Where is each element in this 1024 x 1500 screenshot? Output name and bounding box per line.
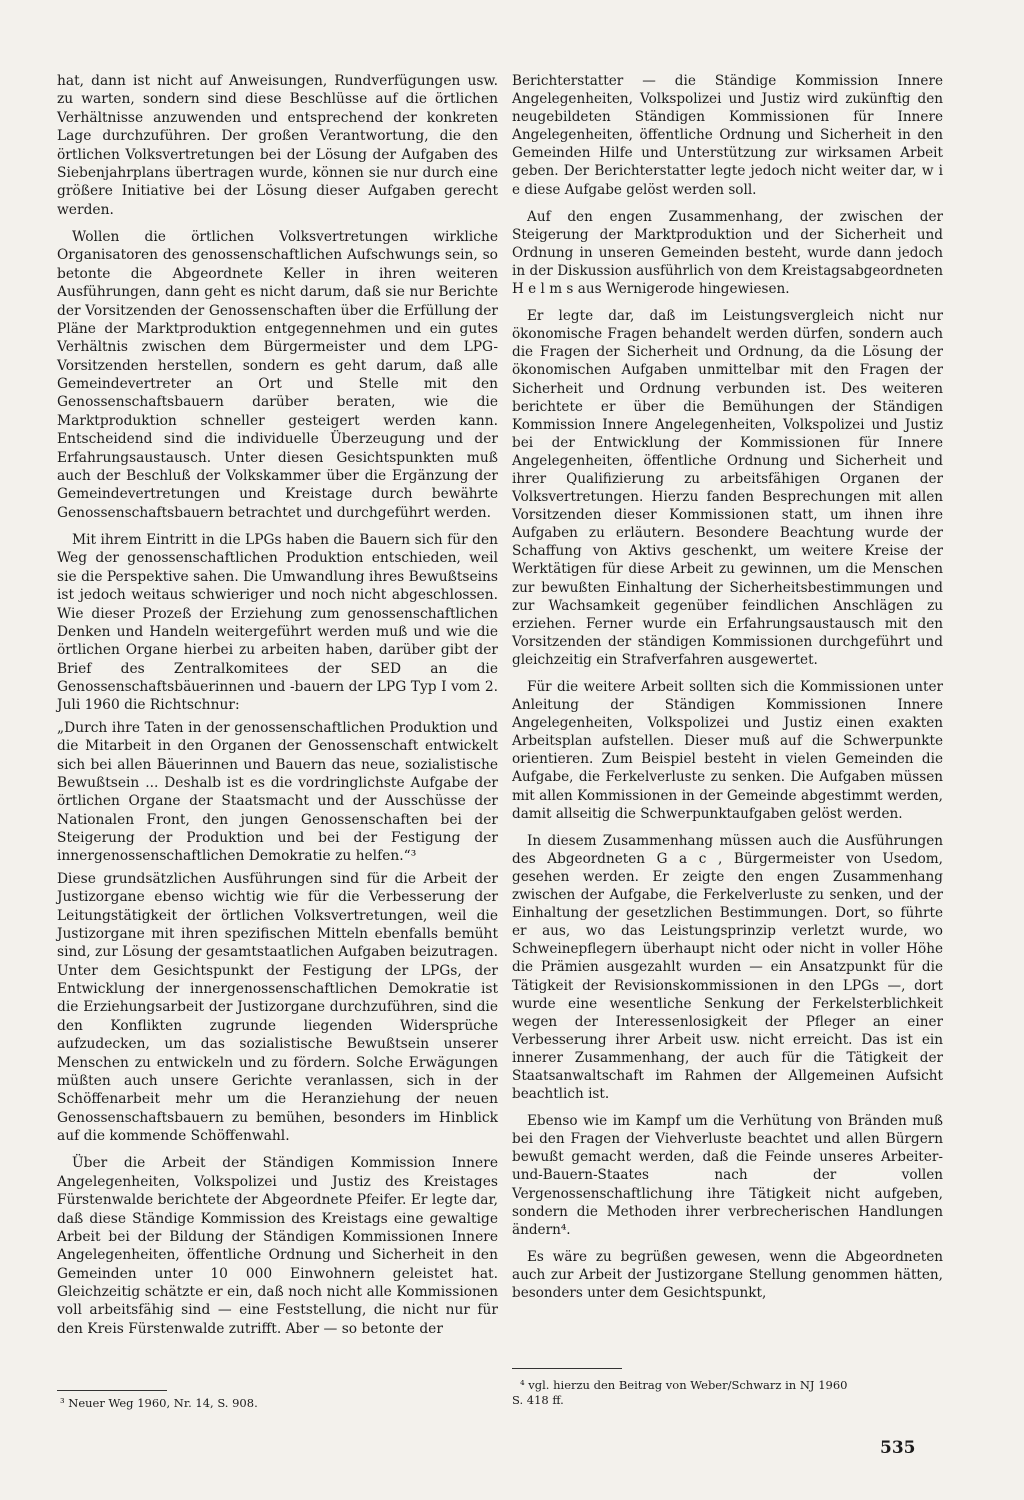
paragraph: In diesem Zusammenhang müssen auch die Ausführungen des Abgeordneten G a c , Bürgermeister von Usedom, gesehen werden. Er zeigte den engen Zusammenhang zwischen der Aufgabe, die Ferkelverluste zu senken, und der Einhaltung der gesetzlichen Bestimmungen. Dort, so führte er aus, wo das Leistungsprinzip verletzt wurde, wo Schweinepflegern überhaupt nicht oder nicht in voller Höhe die Prämien ausgezahlt wurden — ein Ansatzpunkt für die Tätigkeit der Revisionskommissionen in den LPGs —, dort wurde eine wesentliche Senkung der Ferkelsterblichkeit wegen der Interessenlosigkeit der Pfleger an einer Verbesserung ihrer Arbeit usw. nicht erreicht. Das ist ein innerer Zusammenhang, der auch für die Tätigkeit der Staatsanwaltschaft im Rahmen der Allgemeinen Aufsicht beachtlich ist.	[512, 832, 943, 1103]
paragraph: Über die Arbeit der Ständigen Kommission Innere Angelegenheiten, Volkspolizei und Justiz des Kreistages Fürstenwalde berichtete der Abgeordnete Pfeifer. Er legte dar, daß diese Ständige Kommission des Kreistags eine gewaltige Arbeit bei der Bildung der Ständigen Kommissionen Innere Angelegenheiten, öffentliche Ordnung und Sicherheit in den Gemeinden unter 10 000 Einwohnern geleistet hat. Gleichzeitig schätzte er ein, daß noch nicht alle Kommissionen voll arbeitsfähig sind — eine Feststellung, die nicht nur für den Kreis Fürstenwalde zutrifft. Aber — so betonte der	[57, 1155, 498, 1337]
right-column	[512, 72, 943, 1302]
paragraph: Für die weitere Arbeit sollten sich die Kommissionen unter Anleitung der Ständigen Kommissionen Innere Angelegenheiten, Volkspolizei und Justiz einen exakten Arbeitsplan aufstellen. Dieser muß auf die Schwerpunkte orientieren. Zum Beispiel besteht in vielen Gemeinden die Aufgabe, die Ferkelverluste zu senken. Die Aufgaben müssen mit allen Kommissionen in der Gemeinde abgestimmt werden, damit allseitig die Schwerpunktaufgaben gelöst werden.	[512, 679, 943, 822]
paragraph: Es wäre zu begrüßen gewesen, wenn die Abgeordneten auch zur Arbeit der Justizorgane Stellung genommen hätten, besonders unter dem Gesichtspunkt,	[512, 1248, 943, 1301]
footnote-4: ⁴ vgl. hierzu den Beitrag von Weber/Schwarz in NJ 1960	[520, 1378, 848, 1392]
page-number: 535	[880, 1438, 916, 1458]
paragraph: Diese grundsätzlichen Ausführungen sind für die Arbeit der Justizorgane ebenso wichtig wie für die Verbesserung der Leitungstätigkeit der örtlichen Volksvertretungen, weil die Justizorgane mit ihren spezifischen Mitteln ebenfalls bemüht sind, zur Lösung der gesamtstaatlichen Aufgaben beizutragen. Unter dem Gesichtspunkt der Festigung der LPGs, der Entwicklung der innergenossenschaftlichen Demokratie ist die Erziehungsarbeit der Justizorgane durchzuführen, sind die den Konflikten zugrunde liegenden Widersprüche aufzudecken, um das sozialistische Bewußtsein unserer Menschen zu entwickeln und zu fördern. Solche Erwägungen müßten auch unsere Gerichte veranlassen, sich in der Schöffenarbeit mehr um die Heranziehung der neuen Genossenschaftsbauern zu bemühen, besonders im Hinblick auf die kommende Schöffenwahl.	[57, 870, 498, 1144]
paragraph: hat, dann ist nicht auf Anweisungen, Rundverfügungen usw. zu warten, sondern sind diese Beschlüsse auf die örtlichen Verhältnisse anzuwenden und entsprechend der konkreten Lage durchzuführen. Der großen Verantwortung, die den örtlichen Volksvertretungen bei der Lösung der Aufgaben des Siebenjahrplans übertragen wurde, können sie nur durch eine größere Initiative bei der Lösung dieser Aufgaben gerecht werden.	[57, 73, 498, 218]
footnote-rule-left	[57, 1390, 167, 1391]
paragraph: Ebenso wie im Kampf um die Verhütung von Bränden muß bei den Fragen der Viehverluste beachtet und allen Bürgern bewußt gemacht werden, daß die Feinde unseres Arbeiter-und-Bauern-Staates nach der vollen Vergenossenschaftlichung ihre Tätigkeit nicht aufgeben, sondern die Methoden ihrer verbrecherischen Handlungen ändern⁴.	[512, 1113, 943, 1238]
footnote-4-continued: S. 418 ff.	[512, 1393, 564, 1407]
paragraph: Auf den engen Zusammenhang, der zwischen der Steigerung der Marktproduktion und der Sicherheit und Ordnung in unseren Gemeinden besteht, wurde dann jedoch in der Diskussion ausführlich von dem Kreistagsabgeordneten H e l m s aus Wernigerode hingewiesen.	[512, 208, 943, 298]
footnote-3: ³ Neuer Weg 1960, Nr. 14, S. 908.	[60, 1396, 258, 1410]
left-column	[57, 72, 498, 1338]
paragraph: Mit ihrem Eintritt in die LPGs haben die Bauern sich für den Weg der genossenschaftlichen Produktion entschieden, weil sie die Perspektive sahen. Die Umwandlung ihres Bewußtseins ist jedoch weitaus schwieriger und noch nicht abgeschlossen. Wie dieser Prozeß der Erziehung zum genossenschaftlichen Denken und Handeln weitergeführt werden muß und wie die örtlichen Organe hierbei zu arbeiten haben, darüber gibt der Brief des Zentralkomitees der SED an die Genossenschaftsbäuerinnen und -bauern der LPG Typ I vom 2. Juli 1960 die Richtschnur:	[57, 532, 498, 714]
paragraph: Wollen die örtlichen Volksvertretungen wirkliche Organisatoren des genossenschaftlichen Aufschwungs sein, so betonte die Abgeordnete Keller in ihren weiteren Ausführungen, dann geht es nicht darum, daß sie nur Berichte der Vorsitzenden der Genossenschaften über die Erfüllung der Pläne der Marktproduktion entgegennehmen und ein gutes Verhältnis zwischen dem Bürgermeister und dem LPG-Vorsitzenden herstellen, sondern es geht darum, daß alle Gemeindevertreter an Ort und Stelle mit den Genossenschaftsbauern darüber beraten, wie die Marktproduktion schneller gesteigert werden kann. Entscheidend sind die individuelle Überzeugung und der Erfahrungsaustausch. Unter diesen Gesichtspunkten muß auch der Beschluß der Volkskammer über die Ergänzung der Gemeindevertretungen und Kreistage durch bewährte Genossenschaftsbauern betrachtet und durchgeführt werden.	[57, 229, 498, 521]
footnote-rule-right	[512, 1368, 622, 1369]
paragraph: Berichterstatter — die Ständige Kommission Innere Angelegenheiten, Volkspolizei und Justiz wird zukünftig den neugebildeten Ständigen Kommissionen für Innere Angelegenheiten, öffentliche Ordnung und Sicherheit in den Gemeinden Hilfe und Unterstützung zur wirksamen Arbeit geben. Der Berichterstatter legte jedoch nicht weiter dar, w i e diese Aufgabe gelöst werden soll.	[512, 73, 943, 198]
paragraph: Er legte dar, daß im Leistungsvergleich nicht nur ökonomische Fragen behandelt werden dürfen, sondern auch die Fragen der Sicherheit und Ordnung, da die Lösung der ökonomischen Aufgaben unmittelbar mit den Fragen der Sicherheit und Ordnung verbunden ist. Des weiteren berichtete er über die Bemühungen der Ständigen Kommission Innere Angelegenheiten, Volkspolizei und Justiz bei der Entwicklung der Kommissionen für Innere Angelegenheiten, öffentliche Ordnung und Sicherheit und ihrer Qualifizierung zu arbeitsfähigen Organen der Volksvertretungen. Hierzu fanden Besprechungen mit allen Vorsitzenden dieser Kommissionen statt, um ihnen ihre Aufgaben zu erläutern. Besondere Beachtung wurde der Schaffung von Aktivs geschenkt, um weitere Kreise der Werktätigen für diese Arbeit zu gewinnen, um die Menschen zur bewußten Einhaltung der Sicherheitsbestimmungen und zur Wachsamkeit gegenüber feindlichen Anschlägen zu erziehen. Ferner wurde ein Erfahrungsaustausch mit den Vorsitzenden der ständigen Kommissionen durchgeführt und gleichzeitig ein Strafverfahren ausgewertet.	[512, 308, 943, 668]
block-quote: „Durch ihre Taten in der genossenschaftlichen Produktion und die Mitarbeit in den Organen der Genossenschaft entwickelt sich bei allen Bäuerinnen und Bauern das neue, sozialistische Bewußtsein ... Deshalb ist es die vordringlichste Aufgabe der örtlichen Organe der Staatsmacht und der Ausschüsse der Nationalen Front, den jungen Genossenschaften bei der Steigerung der Produktion und bei der Festigung der innergenossenschaftlichen Demokratie zu helfen.“³	[57, 719, 498, 865]
